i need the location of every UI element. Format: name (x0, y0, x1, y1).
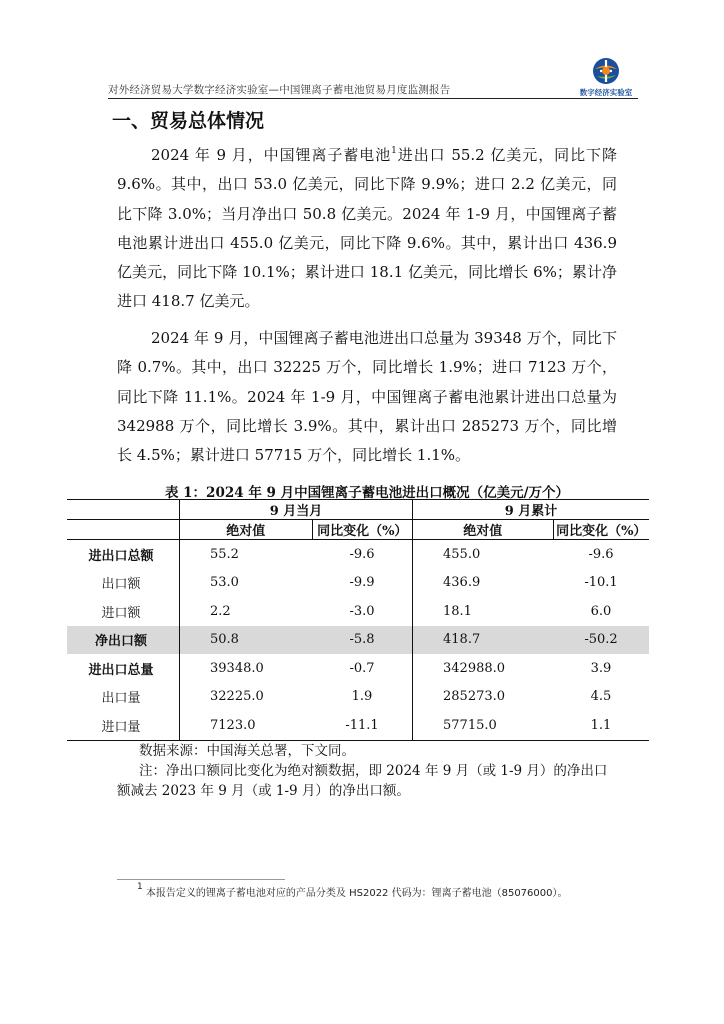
table-row (67, 654, 649, 683)
table-cell: -0.7 (349, 660, 375, 676)
table-body (67, 540, 649, 741)
table-corner-cell (67, 520, 180, 540)
header-rule (108, 98, 638, 99)
sub-header-abs-month: 绝对值 (180, 520, 313, 540)
table-cell: 50.8 (180, 626, 313, 655)
table-cell: 32225.0 (180, 683, 313, 712)
table-cell: 418.7 (413, 626, 554, 655)
table-cell: 1.9 (351, 689, 373, 705)
table-corner-cell (67, 500, 180, 520)
para2-text: 2024 年 9 月，中国锂离子蓄电池进出口总量为 39348 万个，同比下降 0.7%。其中，出口 32225 万个，同比增长 1.9%；进口 7123 万个，同比下降 11.1%。2024 年 1-9 月，中国锂离子蓄电池累计进出口总量为 342988 万个，同比增长 3.9%。其中，累计出口 285273 万个，同比增长 4.5%；累计进口 57715 万个，同比增长 1.1%。 (117, 329, 617, 465)
table-row (67, 711, 649, 740)
running-header: 对外经济贸易大学数字经济实验室—中国锂离子蓄电池贸易月度监测报告 (108, 84, 451, 96)
table-sub-header-row (67, 520, 649, 540)
row-label: 出口额 (101, 577, 141, 593)
table-cell: -10.1 (584, 575, 618, 591)
row-label: 进口额 (101, 605, 141, 621)
table-cell: 3.9 (590, 660, 612, 676)
table-row (67, 540, 649, 569)
row-label: 进口量 (67, 711, 180, 740)
table-cell: 55.2 (180, 540, 313, 569)
footnote (137, 884, 568, 899)
table-cell: 285273.0 (413, 683, 554, 712)
table-cell: 1.1 (553, 711, 649, 740)
table-caption: 表 1：2024 年 9 月中国锂离子蓄电池进出口概况（亿美元/万个） (164, 485, 570, 501)
paragraph-value (117, 141, 617, 317)
table-cell: 7123.0 (180, 711, 313, 740)
row-label: 净出口额 (67, 626, 180, 655)
table-cell: -9.6 (349, 546, 375, 562)
section-heading: 一、贸易总体情况 (112, 110, 265, 132)
table-cell: 18.1 (413, 597, 554, 626)
row-label: 进出口总额 (88, 548, 154, 564)
table-cell: 436.9 (413, 569, 554, 598)
table-cell: 53.0 (180, 569, 313, 598)
table-cell: 2.2 (180, 597, 313, 626)
trade-summary-table (67, 499, 649, 741)
paragraph-volume (117, 324, 617, 470)
footnote-text: 本报告定义的锂离子蓄电池对应的产品分类及 HS2022 代码为：锂离子蓄电池（85076000）。 (145, 888, 568, 899)
table-cell: -9.9 (349, 575, 375, 591)
sub-header-pct-month: 同比变化（%） (312, 520, 413, 540)
table-cell: -11.1 (312, 711, 413, 740)
table-cell: -5.8 (312, 626, 413, 655)
table-row (67, 683, 649, 712)
footnote-rule (117, 879, 285, 880)
row-label: 出口量 (101, 691, 141, 707)
table-cell: 4.5 (590, 689, 612, 705)
table-row (67, 569, 649, 598)
table-cell: -3.0 (349, 603, 375, 619)
group-header-month: 9 月当月 (180, 500, 413, 520)
table-cell: 342988.0 (413, 654, 554, 683)
table-cell: 455.0 (413, 540, 554, 569)
logo-text: 数字经济实验室 (579, 88, 633, 97)
lab-logo (574, 56, 638, 98)
table-cell: -9.6 (588, 546, 614, 562)
group-header-cumulative: 9 月累计 (413, 500, 650, 520)
para1-text-b: 进出口 55.2 亿美元，同比下降 9.6%。其中，出口 53.0 亿美元，同比下降 9.9%；进口 2.2 亿美元，同比下降 3.0%；当月净出口 50.8 亿美元。2024 年 1-9 月，中国锂离子蓄电池累计进出口 455.0 亿美元，同比下降 9.6%。其中，累计出口 436.9 亿美元，同比下降 10.1%；累计进口 18.1 亿美元，同比增长 6%；累计净进口 418.7 亿美元。 (117, 146, 617, 311)
table-cell: -50.2 (553, 626, 649, 655)
table-row (67, 597, 649, 626)
table-cell: 6.0 (590, 603, 612, 619)
sub-header-abs-cum: 绝对值 (413, 520, 554, 540)
globe-logo-icon (591, 56, 621, 86)
table-note (117, 761, 617, 801)
table-group-header-row (67, 500, 649, 520)
table-row (67, 626, 649, 655)
row-label: 进出口总量 (88, 662, 154, 678)
sub-header-pct-cum: 同比变化（%） (553, 520, 649, 540)
footnote-mark: 1 (137, 882, 143, 892)
table-note-text: 注：净出口额同比变化为绝对额数据，即 2024 年 9 月（或 1-9 月）的净出口额减去 2023 年 9 月（或 1-9 月）的净出口额。 (117, 763, 608, 799)
data-source: 数据来源：中国海关总署，下文同。 (139, 743, 355, 759)
table-cell: 39348.0 (180, 654, 313, 683)
table-cell: 57715.0 (413, 711, 554, 740)
footnote-ref: 1 (391, 146, 397, 156)
para1-text-a: 2024 年 9 月，中国锂离子蓄电池 (151, 146, 392, 164)
